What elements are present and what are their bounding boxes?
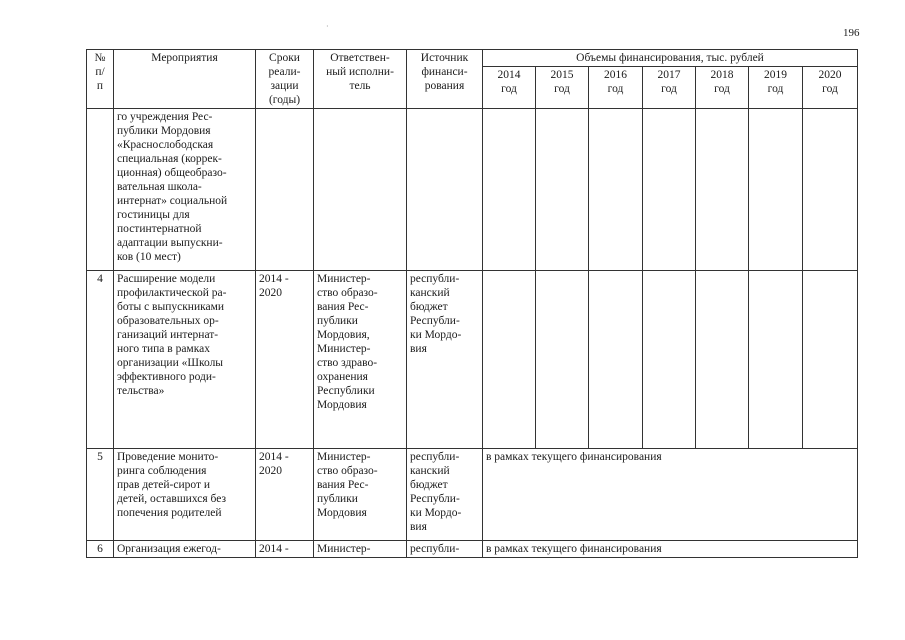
row-executor: Министер- ство образо- вания Рес- публики Мордовия, Министер- ство здраво- охранения Республики Мордовия	[314, 271, 407, 449]
row-deadline: 2014 -	[256, 541, 314, 558]
row-funding-note: в рамках текущего финансирования	[483, 541, 858, 558]
row-activity: го учреждения Рес- публики Мордовия «Краснослободская специальная (коррек- ционная) общеобразо- вательная школа- интернат» социальной гостиницы для постинтернатной адаптации выпускни- ков (10 мест)	[114, 109, 256, 271]
row-deadline	[256, 109, 314, 271]
year-cell	[696, 271, 749, 449]
header-activity: Мероприятия	[114, 50, 256, 109]
row-num	[87, 109, 114, 271]
row-deadline: 2014 - 2020	[256, 449, 314, 541]
row-executor	[314, 109, 407, 271]
row-source	[407, 109, 483, 271]
year-cell	[483, 109, 536, 271]
header-year: 2017 год	[643, 67, 696, 109]
row-source: республи-	[407, 541, 483, 558]
row-deadline: 2014 - 2020	[256, 271, 314, 449]
table-row	[87, 541, 858, 558]
row-num: 4	[87, 271, 114, 449]
row-source: республи- канский бюджет Республи- ки Мордо- вия	[407, 449, 483, 541]
header-source: Источник финанси- рования	[407, 50, 483, 109]
year-cell	[803, 109, 858, 271]
year-cell	[696, 109, 749, 271]
year-cell	[803, 271, 858, 449]
header-year: 2016 год	[589, 67, 643, 109]
year-cell	[589, 271, 643, 449]
row-executor: Министер- ство образо- вания Рес- публики Мордовия	[314, 449, 407, 541]
row-activity: Расширение модели профилактической ра- боты с выпускниками образовательных ор- ганизаций интернат- ного типа в рамках организации «Школы эффективного роди- тельства»	[114, 271, 256, 449]
year-cell	[749, 271, 803, 449]
funding-plan-table	[86, 49, 858, 558]
row-activity: Проведение монито- ринга соблюдения прав детей-сирот и детей, оставшихся без попечения родителей	[114, 449, 256, 541]
table-row	[87, 449, 858, 541]
year-cell	[536, 271, 589, 449]
year-cell	[589, 109, 643, 271]
header-funding-title: Объемы финансирования, тыс. рублей	[483, 50, 858, 67]
row-activity: Организация ежегод-	[114, 541, 256, 558]
page-number: 196	[843, 27, 860, 39]
header-executor: Ответствен- ный исполни- тель	[314, 50, 407, 109]
row-executor: Министер-	[314, 541, 407, 558]
header-year: 2014 год	[483, 67, 536, 109]
row-num: 5	[87, 449, 114, 541]
header-deadline: Сроки реали- зации (годы)	[256, 50, 314, 109]
row-funding-note: в рамках текущего финансирования	[483, 449, 858, 541]
year-cell	[483, 271, 536, 449]
year-cell	[643, 271, 696, 449]
year-cell	[536, 109, 589, 271]
table-row	[87, 271, 858, 449]
table-row	[87, 109, 858, 271]
header-num: № п/ п	[87, 50, 114, 109]
year-cell	[749, 109, 803, 271]
row-source: республи- канский бюджет Республи- ки Мордо- вия	[407, 271, 483, 449]
scan-mark: ·	[326, 22, 329, 31]
header-year: 2020 год	[803, 67, 858, 109]
year-cell	[643, 109, 696, 271]
table-header-row	[87, 50, 858, 67]
row-num: 6	[87, 541, 114, 558]
header-year: 2019 год	[749, 67, 803, 109]
header-year: 2015 год	[536, 67, 589, 109]
header-year: 2018 год	[696, 67, 749, 109]
